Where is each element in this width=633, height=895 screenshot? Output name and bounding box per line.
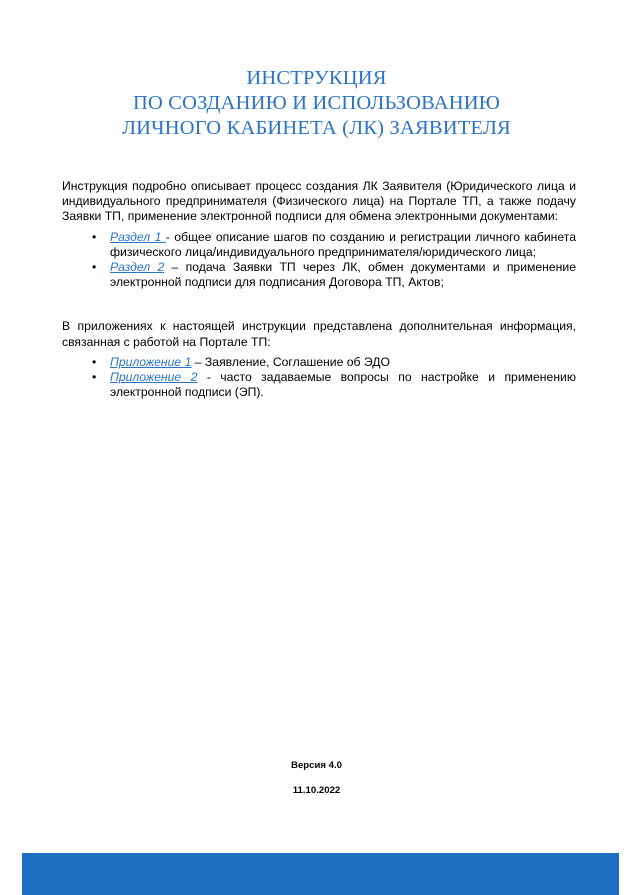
version-label: Версия 4.0 xyxy=(291,760,342,771)
title-line-1: ИНСТРУКЦИЯ xyxy=(246,67,387,89)
section-1-description: - общее описание шагов по созданию и регистрации личного кабинета физического лица/индивидуального предпринимателя/юридического лица; xyxy=(110,229,576,259)
list-item-section-1 xyxy=(62,230,576,260)
appendix-2-description: - часто задаваемые вопросы по настройке и применению электронной подписи (ЭП). xyxy=(110,370,576,400)
appendix-intro-paragraph: В приложениях к настоящей инструкции представлена дополнительная информация, связанная с работой на Портале ТП: xyxy=(62,319,576,349)
intro-paragraph: Инструкция подробно описывает процесс создания ЛК Заявителя (Юридического лица и индивидуального предпринимателя (Физического лица) на Портале ТП, а также подачу Заявки ТП, применение электронной подписи для обмена электронными документами: xyxy=(62,179,576,224)
date-label: 11.10.2022 xyxy=(292,785,341,796)
footer-color-bar xyxy=(22,853,619,895)
title-line-2: ПО СОЗДАНИЮ И ИСПОЛЬЗОВАНИЮ xyxy=(132,92,501,114)
appendix-1-description: – Заявление, Соглашение об ЭДО xyxy=(191,354,390,369)
list-item-section-2 xyxy=(62,260,576,290)
sections-list xyxy=(62,230,576,291)
bullet-icon: • xyxy=(92,370,97,385)
section-2-description: – подача Заявки ТП через ЛК, обмен документами и применение электронной подписи для подписания Договора ТП, Актов; xyxy=(110,260,576,290)
link-section-1[interactable]: Раздел 1 xyxy=(110,229,166,244)
bullet-icon: • xyxy=(92,260,97,275)
bullet-icon: • xyxy=(92,354,97,369)
link-section-2[interactable]: Раздел 2 xyxy=(110,260,165,275)
bullet-icon: • xyxy=(92,229,97,244)
title-line-3: ЛИЧНОГО КАБИНЕТА (ЛК) ЗАЯВИТЕЛЯ xyxy=(122,117,511,139)
appendices-list xyxy=(62,355,576,401)
document-title xyxy=(0,66,633,141)
link-appendix-2[interactable]: Приложение 2 xyxy=(110,370,198,385)
list-item-appendix-2 xyxy=(62,370,576,400)
document-body xyxy=(62,179,576,400)
list-item-appendix-1 xyxy=(62,355,576,370)
link-appendix-1[interactable]: Приложение 1 xyxy=(110,354,192,369)
